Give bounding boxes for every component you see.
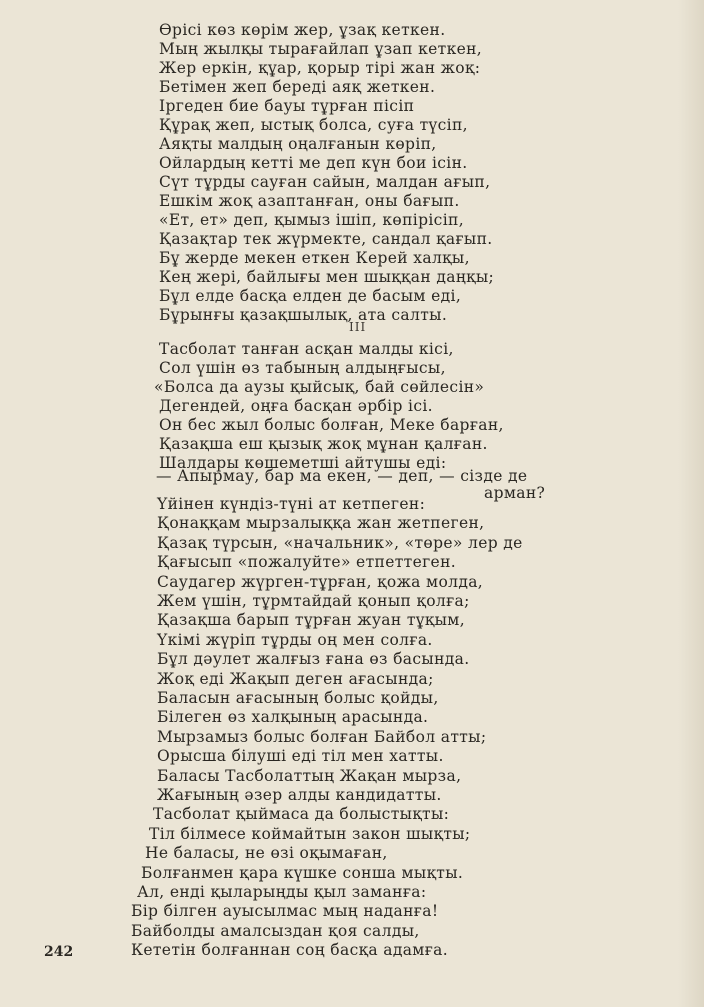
poem-line: Баласын ағасының болыс қойды, xyxy=(157,689,439,707)
poem-line: Қағысып «пожалуйте» етпеттеген. xyxy=(157,553,457,572)
page-edge-shadow xyxy=(678,0,704,1007)
poem-line: Бетімен жеп береді аяқ жеткен. xyxy=(159,78,436,96)
poem-line: Мырзамыз болыс болған Байбол атты; xyxy=(157,727,487,746)
poem-line: Қазақ түрсын, «начальник», «төре» лер де xyxy=(157,533,523,552)
poem-line: Баласы Тасболаттың Жақан мырза, xyxy=(157,766,462,785)
poem-line: Тасболат танған асқан малды кісі, xyxy=(159,340,454,358)
poem-line: Жер еркін, құар, қорыр тірі жан жоқ: xyxy=(159,59,481,77)
poem-line: Кең жері, байлығы мен шыққан даңқы; xyxy=(159,268,495,286)
poem-line: Аяқты малдың оңалғанын көріп, xyxy=(159,135,437,153)
poem-line: Іргеден бие бауы тұрған пісіп xyxy=(159,97,415,115)
poem-line: Кететін болғаннан соң басқа адамға. xyxy=(131,941,449,960)
poem-line: Жағының әзер алды кандидатты. xyxy=(157,786,442,804)
poem-line: Бір білген ауысылмас мың наданға! xyxy=(131,902,439,921)
poem-line: Ойлардың кеттi ме деп күн бои ісін. xyxy=(159,154,468,172)
poem-line: Білеген өз халқының арасында. xyxy=(157,708,429,727)
poem-line: Бұл елде басқа елден де басым еді, xyxy=(159,287,462,305)
poem-line: Дегендей, оңға басқан әрбір ісі. xyxy=(159,397,433,415)
poem-line: Бұл дәулет жалғыз ғана өз басында. xyxy=(157,650,470,669)
page-number: 242 xyxy=(44,944,74,960)
poem-line: Бұрынғы қазақшылық, ата салты. xyxy=(159,306,448,324)
poem-line: Қонаққам мырзалыққа жан жетпеген, xyxy=(157,514,485,533)
poem-line: Сүт тұрды сауған сайын, малдан ағып, xyxy=(159,173,491,191)
poem-line: Болғанмен қара күшке сонша мықты. xyxy=(141,863,464,882)
poem-line: арман? xyxy=(484,484,546,502)
poem-line: — Апырмау, бар ма екен, — деп, — сізде де xyxy=(156,467,528,485)
poem-line: Орысша білуші еді тіл мен хатты. xyxy=(157,747,444,766)
poem-line: Мың жылқы тырағайлап ұзап кеткен, xyxy=(159,40,483,58)
poem-line: Өрісі көз көрім жер, ұзақ кеткен. xyxy=(159,21,446,39)
poem-line: Қазақша барып тұрған жуан тұқым, xyxy=(157,611,465,630)
poem-line: Тасболат қыймаса да болыстықты: xyxy=(153,805,450,824)
poem-line: Ал, енді қыларыңды қыл заманға: xyxy=(137,883,427,901)
poem-line: Саудагер жүрген-тұрған, қожа молда, xyxy=(157,572,484,591)
poem-line: Шалдары көшеметшi айтушы еді: xyxy=(159,454,447,472)
poem-line: Қазақша еш қызық жоқ мұнан қалған. xyxy=(159,435,488,453)
poem-line: Үкімі жүріп тұрды оң мен солға. xyxy=(157,630,433,649)
section-heading: III xyxy=(349,320,367,334)
poem-line: Не баласы, не өзі оқымаған, xyxy=(145,844,388,863)
poem-line: «Ет, ет» деп, қымыз ішіп, көпірісіп, xyxy=(159,211,464,229)
poem-line: «Болса да аузы қыйсық, бай сөйлесін» xyxy=(154,378,485,396)
poem-line: Сол үшін өз табының алдыңғысы, xyxy=(159,359,446,377)
poem-line: Тіл білмесе коймайтын закон шықты; xyxy=(149,824,471,843)
poem-line: Ешкім жоқ азаптанған, оны бағып. xyxy=(159,192,460,210)
poem-line: Құрақ жеп, ыстық болса, суға түсіп, xyxy=(159,116,468,134)
poem-line: Жем үшін, тұрмтайдай қонып қолға; xyxy=(157,592,470,610)
poem-line: Байболды амалсыздан қоя салды, xyxy=(131,921,420,940)
poem-line: Бұ жерде мекен еткен Керей халқы, xyxy=(159,249,470,267)
poem-line: Он бес жыл болыс болған, Меке барған, xyxy=(159,416,504,434)
poem-line: Жоқ еді Жақып деген ағасында; xyxy=(157,669,434,688)
poem-line: Қазақтар тек жүрмекте, сандал қағып. xyxy=(159,230,493,248)
poem-line: Үйінен күндіз-түні ат кетпеген: xyxy=(157,495,426,513)
